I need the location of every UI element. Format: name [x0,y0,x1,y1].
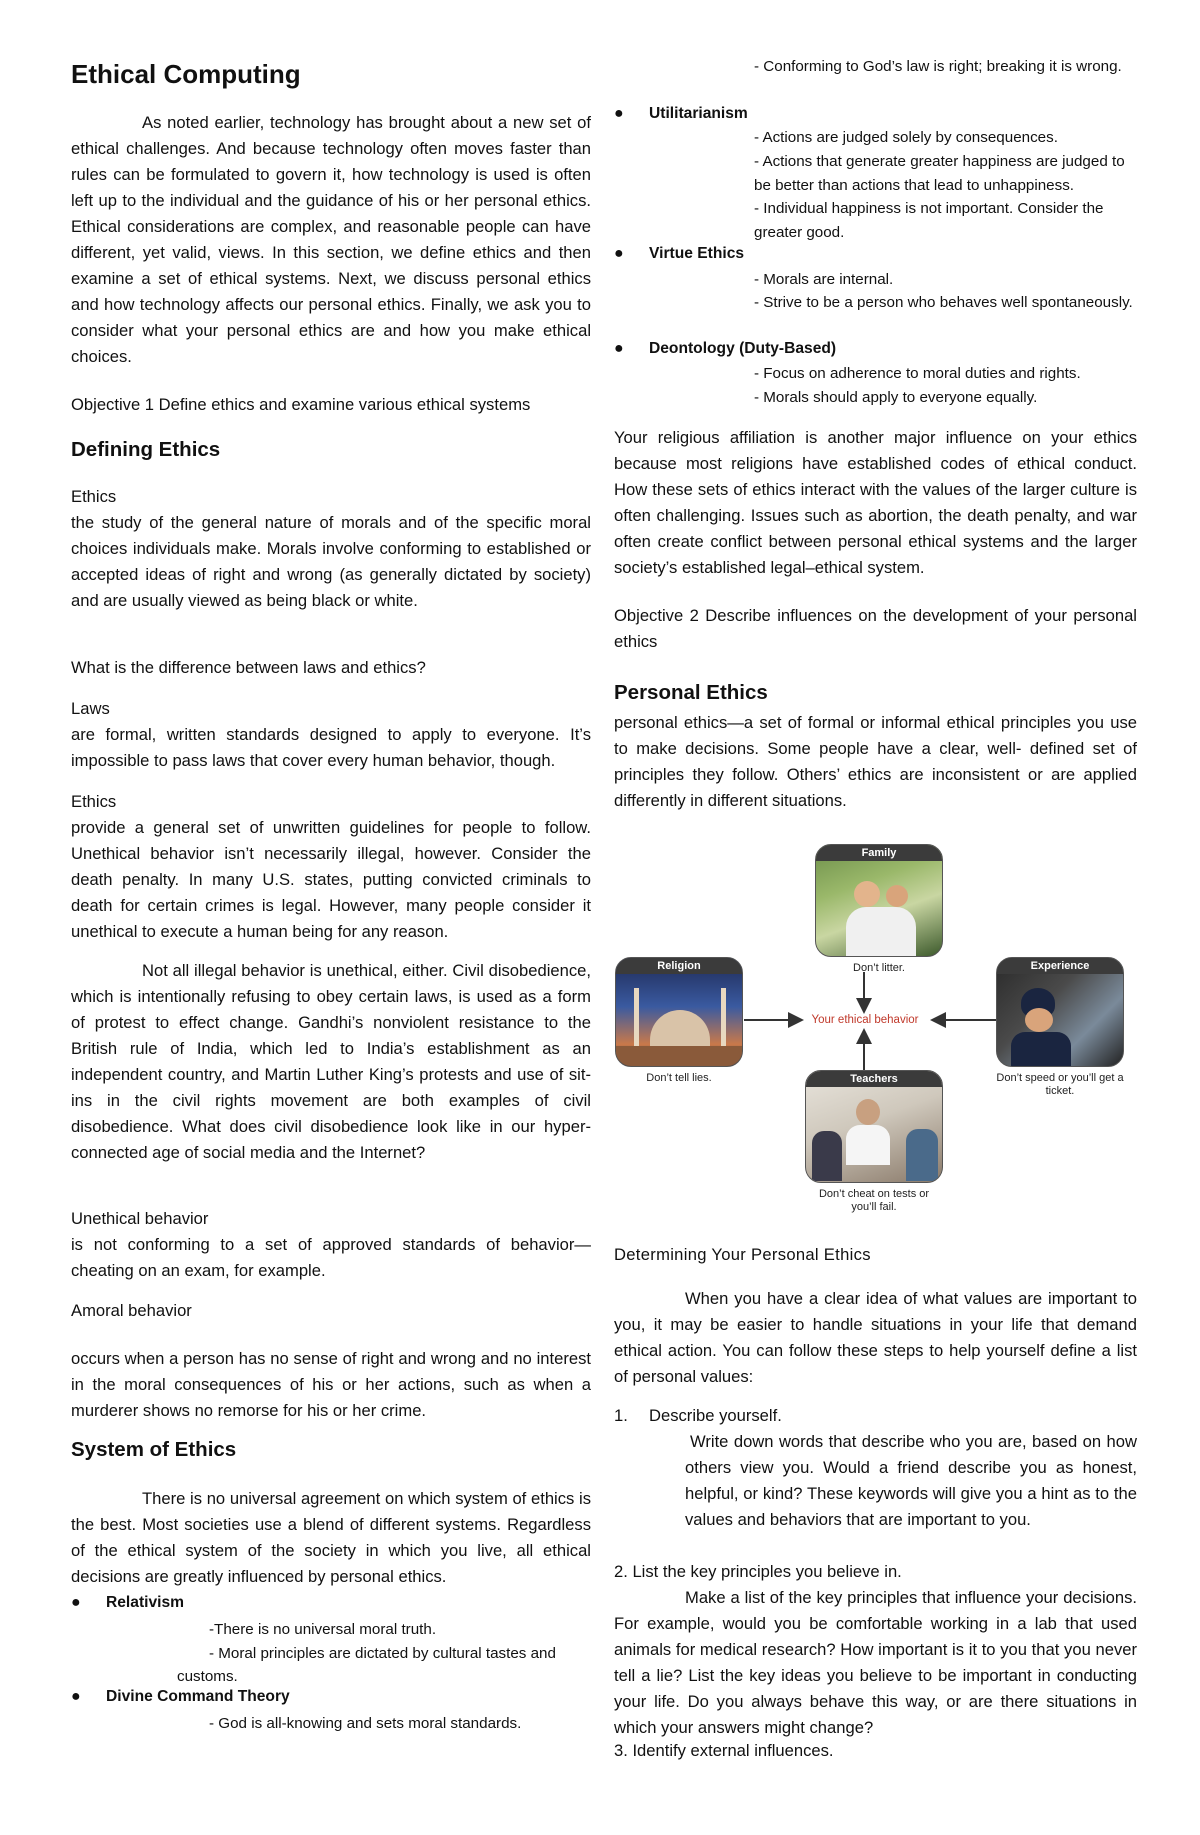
amoral-definition: occurs when a person has no sense of right and wrong and no interest in the moral consequences of his or her actions, such as when a murderer shows no remorse for his or her crime. [71,1349,591,1420]
ethics-guidelines: provide a general set of unwritten guidelines for people to follow. Unethical behavior isn’t necessarily illegal, however. Consider the death penalty. In many U.S. states, putting convicted criminals to death for certain crimes is legal. However, many people consider it unethical to execute a human being for any reason. [71,818,591,941]
virtue-ethics-label: Virtue Ethics [649,245,745,262]
utilitarianism-label: Utilitarianism [649,105,748,122]
page-title: Ethical Computing [71,59,301,89]
bullet-deontology: ● [614,340,624,357]
heading-determining: Determining Your Personal Ethics [614,1245,871,1264]
relativism-point-1: -There is no universal moral truth. [209,1621,437,1638]
influences-diagram [614,832,1137,1222]
minaret-icon [634,988,639,1048]
term-ethics: Ethics [71,487,117,506]
laws-definition: are formal, written standards designed to apply to everyone. It’s impossible to pass laws that cover every human behavior, though. [71,725,591,770]
caption-family: Don’t litter. [853,962,905,974]
unethical-definition: is not conforming to a set of approved standards of behavior—cheating on an exam, for example. [71,1235,591,1280]
question-laws-ethics: What is the difference between laws and ethics? [71,658,426,677]
caption-teachers: Don’t cheat on tests or you’ll fail. [818,1188,930,1213]
bullet-relativism: ● [71,1594,81,1611]
divine-point-1: - God is all-knowing and sets moral standards. [209,1715,522,1732]
virtue-point-2: - Strive to be a person who behaves well spontaneously. [754,294,1133,311]
caption-religion: Don’t tell lies. [646,1072,712,1084]
heading-system-of-ethics: System of Ethics [71,1438,237,1461]
intro-paragraph: As noted earlier, technology has brought about a new set of ethical challenges. And because technology often moves faster than rules can be formulated to govern it, how technology is used is often left up to the individual and the guidance of his or her personal ethics. Ethical considerations are complex, and reasonable people can have different, yet valid, views. In this section, we define ethics and then examine a set of ethical systems. Next, we discuss personal ethics and how technology affects our personal ethics. Finally, we ask you to consider what your personal ethics are and how you make ethical choices. [71,113,591,366]
heading-personal-ethics: Personal Ethics [614,681,768,704]
person-head-icon [856,1099,880,1125]
heading-defining-ethics: Defining Ethics [71,438,221,461]
ethics-definition: the study of the general nature of morals and of the specific moral choices individuals make. Morals involve conforming to established or accepted ideas of right and wrong (as generally dictated by society) and are usually viewed as being black or white. [71,513,591,610]
center-label: Your ethical behavior [811,1014,919,1026]
step-2-title: 2. List the key principles you believe in. [614,1562,902,1581]
student-shape [906,1129,938,1181]
term-laws: Laws [71,699,110,718]
system-paragraph: There is no universal agreement on which system of ethics is the best. Most societies use a blend of different systems. Regardless of the ethical system of the society in which you live, all ethical decisions are greatly influenced by personal ethics. [71,1489,591,1586]
bullet-virtue: ● [614,245,624,262]
mosque-dome-icon [650,1010,710,1046]
personal-ethics-paragraph: personal ethics—a set of formal or informal ethical principles you use to make decisions. Some people have a clear, well- defined set of principles they follow. Others’ ethics are inconsistent or are applied differently in different situations. [614,713,1137,810]
step-1-number: 1. [614,1406,628,1425]
term-unethical: Unethical behavior [71,1209,209,1228]
virtue-point-1: - Morals are internal. [754,271,894,288]
photo-teachers [805,1070,943,1183]
determining-paragraph: When you have a clear idea of what values are important to you, it may be easier to handle situations in your life that demand ethical action. You can follow these steps to help yourself define a list of personal values: [614,1289,1137,1386]
civil-disobedience-paragraph: Not all illegal behavior is unethical, either. Civil disobedience, which is intentionally refusing to obey certain laws, is used as a form of protest to effect change. Gandhi’s nonviolent resistance to the British rule of India, which led to India’s establishment as an independent country, and Martin Luther King’s protests and use of sit-ins in the civil rights movement are both examples of civil disobedience. What does civil disobedience look like in our hyper-connected age of social media and the Internet? [71,961,591,1162]
deon-point-1: - Focus on adherence to moral duties and rights. [754,365,1081,382]
photo-family [815,844,943,957]
minaret-icon [721,988,726,1048]
bullet-divine: ● [71,1688,81,1705]
ground-shape [616,1046,743,1067]
religious-paragraph: Your religious affiliation is another major influence on your ethics because most religions have established codes of ethical conduct. How these sets of ethics interact with the values of the larger culture is often challenging. Issues such as abortion, the death penalty, and war often create conflict between personal ethical systems and the larger society’s established legal–ethical system. [614,428,1137,577]
uniform-shape [1011,1032,1071,1067]
objective-1: Objective 1 Define ethics and examine various ethical systems [71,395,531,414]
divine-point-2: - Conforming to God’s law is right; breaking it is wrong. [754,58,1122,75]
relativism-label: Relativism [106,1594,185,1611]
step-1-title: Describe yourself. [649,1406,782,1425]
person-head-icon [854,881,880,907]
relativism-point-2: - Moral principles are dictated by cultural tastes and [209,1645,556,1662]
teacher-body-shape [846,1125,890,1165]
step-3-title: 3. Identify external influences. [614,1741,834,1760]
term-amoral: Amoral behavior [71,1301,192,1320]
util-point-1: - Actions are judged solely by consequences. [754,129,1058,146]
bullet-utilitarianism: ● [614,105,624,122]
people-body-shape [846,907,916,957]
deon-point-2: - Morals should apply to everyone equally. [754,389,1038,406]
tag-teachers: Teachers [806,1071,942,1087]
objective-2: Objective 2 Describe influences on the development of your personal ethics [614,606,1137,651]
term-ethics-2: Ethics [71,792,117,811]
util-point-2: - Actions that generate greater happiness are judged to be better than actions that lead to unhappiness. [754,153,1125,194]
divine-command-label: Divine Command Theory [106,1688,290,1705]
photo-religion [615,957,743,1067]
person-head-icon [1025,1008,1053,1032]
tag-religion: Religion [616,958,742,974]
util-point-3: - Individual happiness is not important. Consider the greater good. [754,200,1104,241]
tag-experience: Experience [997,958,1123,974]
deontology-label: Deontology (Duty-Based) [649,340,837,357]
step-1-text: Write down words that describe who you are, based on how others view you. Would a friend describe you as honest, helpful, or kind? These keywords will give you a hint as to the values and behaviors that are important to you. [685,1432,1137,1529]
tag-family: Family [816,845,942,861]
caption-experience: Don’t speed or you’ll get a ticket. [996,1072,1124,1097]
student-shape [812,1131,842,1181]
photo-experience [996,957,1124,1067]
step-2-text: Make a list of the key principles that influence your decisions. For example, would you be comfortable working in a lab that used animals for medical research? How important is it to you that you never tell a lie? List the key ideas you believe to be important in conducting your life. Do you always behave this way, or are there situations in which your answers might change? [614,1588,1137,1737]
person-head-icon [886,885,908,907]
relativism-point-2-cont: customs. [177,1668,238,1685]
